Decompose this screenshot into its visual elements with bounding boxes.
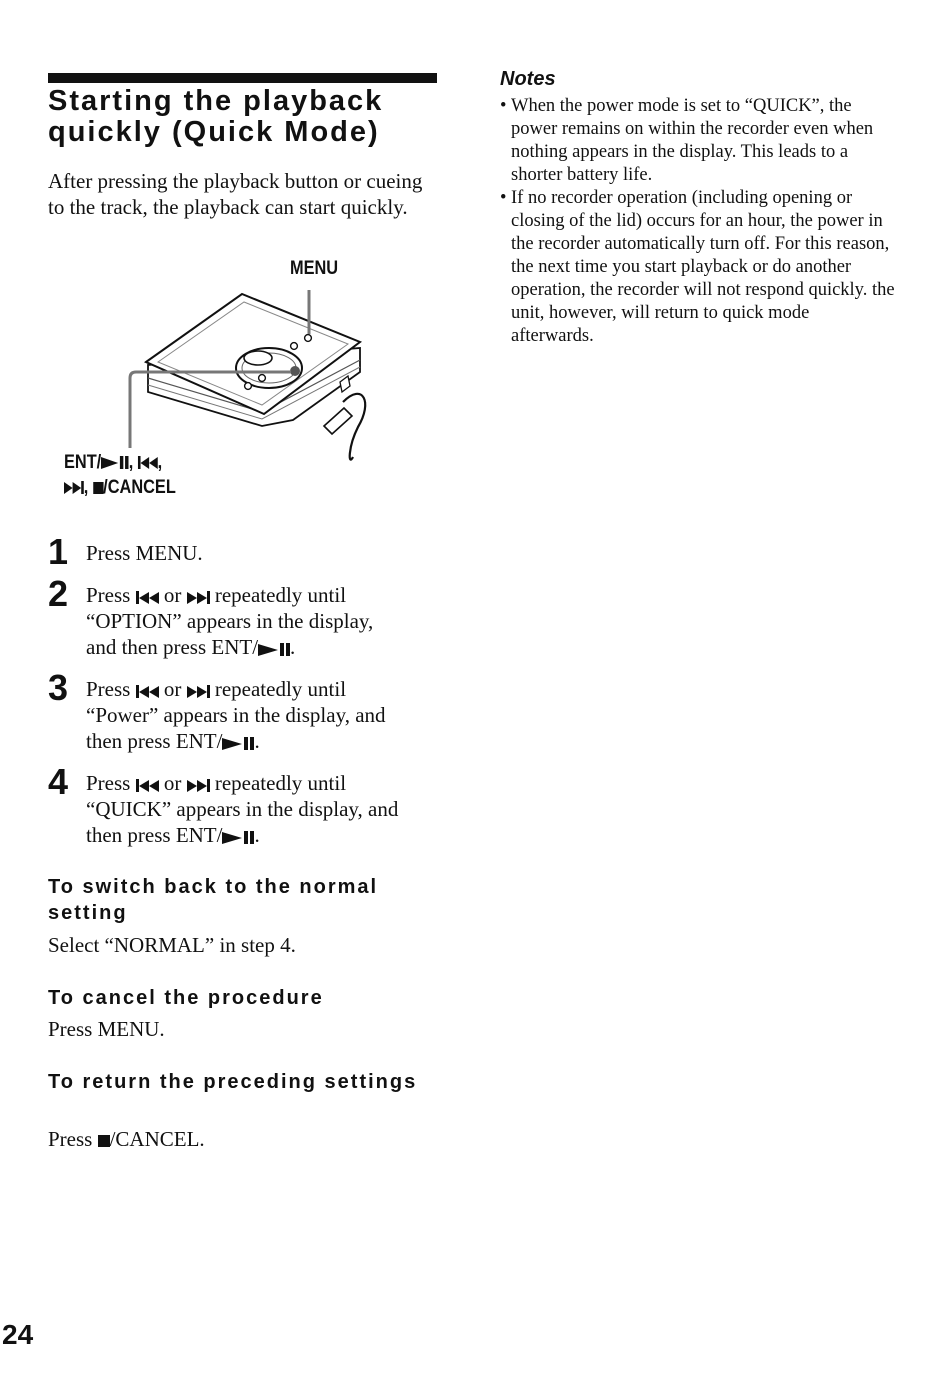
- stop-icon: [98, 1135, 110, 1147]
- return-body: [48, 1126, 438, 1152]
- cancel-body: Press MENU.: [48, 1017, 165, 1041]
- until-text: repeatedly until: [214, 677, 347, 701]
- cancel-heading: To cancel the procedure: [48, 987, 324, 1009]
- previous-track-icon: [136, 779, 159, 792]
- next-track-icon: [187, 779, 210, 792]
- step-line-2: “Power” appears in the display, and: [86, 703, 386, 727]
- step-number: 1: [48, 531, 69, 572]
- page-title: Starting the playback quickly (Quick Mode): [48, 85, 384, 148]
- notes-heading: Notes: [500, 68, 556, 90]
- step-text: [86, 676, 446, 754]
- previous-track-icon: [136, 685, 159, 698]
- or-text: or: [163, 583, 182, 607]
- period: .: [254, 729, 260, 753]
- or-text: or: [163, 771, 182, 795]
- return-body-cancel: /CANCEL.: [109, 1127, 205, 1151]
- stop-icon: [93, 482, 103, 494]
- comma: ,: [83, 477, 89, 498]
- comma: ,: [157, 452, 163, 473]
- previous-track-icon: [136, 591, 159, 604]
- switch-back-body: Select “NORMAL” in step 4.: [48, 933, 296, 957]
- until-text: repeatedly until: [214, 771, 347, 795]
- next-track-icon: [64, 481, 84, 494]
- play-pause-icon: [258, 643, 290, 656]
- period: .: [290, 635, 296, 659]
- note-text: When the power mode is set to “QUICK”, the power remains on within the recorder even when nothing appears in the display. This leads to a shorter battery life.: [511, 96, 874, 185]
- cancel-label: /CANCEL: [103, 477, 176, 498]
- step-number: 3: [48, 667, 69, 708]
- step-text: [86, 582, 446, 660]
- page-number: 24: [2, 1319, 34, 1350]
- play-pause-icon: [222, 737, 254, 750]
- step-line-3: and then press ENT/: [86, 635, 259, 659]
- note-item: [500, 187, 895, 348]
- press-text: Press: [86, 583, 131, 607]
- menu-callout-label: [290, 256, 338, 281]
- press-text: Press: [86, 771, 131, 795]
- previous-track-icon: [138, 456, 158, 469]
- menu-label: MENU: [290, 258, 339, 279]
- step-text: [86, 770, 446, 848]
- next-track-icon: [187, 591, 210, 604]
- comma: ,: [128, 452, 134, 473]
- step-line-3: then press ENT/: [86, 729, 223, 753]
- play-pause-icon: [222, 831, 254, 844]
- recorder-illustration: [48, 252, 448, 512]
- return-body-press: Press: [48, 1127, 98, 1151]
- step-text: Press MENU.: [86, 541, 203, 565]
- or-text: or: [163, 677, 182, 701]
- ent-label: ENT/: [64, 452, 102, 473]
- note-item: [500, 95, 895, 187]
- note-text: If no recorder operation (including opening or closing of the lid) occurs for an hour, the power in the recorder automatically turn off. For this reason, the next time you start playback or do another operation, the recorder will not respond quickly. the unit, however, will return to quick mode afterwards.: [511, 188, 895, 346]
- title-rule: [48, 73, 437, 83]
- switch-back-heading: To switch back to the normal setting: [48, 876, 379, 924]
- next-track-icon: [187, 685, 210, 698]
- bullet: •: [500, 188, 507, 208]
- step-line-2: “QUICK” appears in the display, and: [86, 797, 399, 821]
- transport-callout-label: [64, 450, 176, 500]
- until-text: repeatedly until: [214, 583, 347, 607]
- bullet: •: [500, 96, 507, 116]
- press-text: Press: [86, 677, 131, 701]
- play-pause-icon: [101, 456, 129, 469]
- return-heading: To return the preceding settings: [48, 1071, 418, 1093]
- step-number: 2: [48, 573, 69, 614]
- step-number: 4: [48, 761, 69, 802]
- period: .: [254, 823, 260, 847]
- intro-paragraph: After pressing the playback button or cueing to the track, the playback can start quickly.: [48, 169, 423, 219]
- step-line-3: then press ENT/: [86, 823, 223, 847]
- step-line-2: “OPTION” appears in the display,: [86, 609, 374, 633]
- notes-list: [500, 95, 895, 348]
